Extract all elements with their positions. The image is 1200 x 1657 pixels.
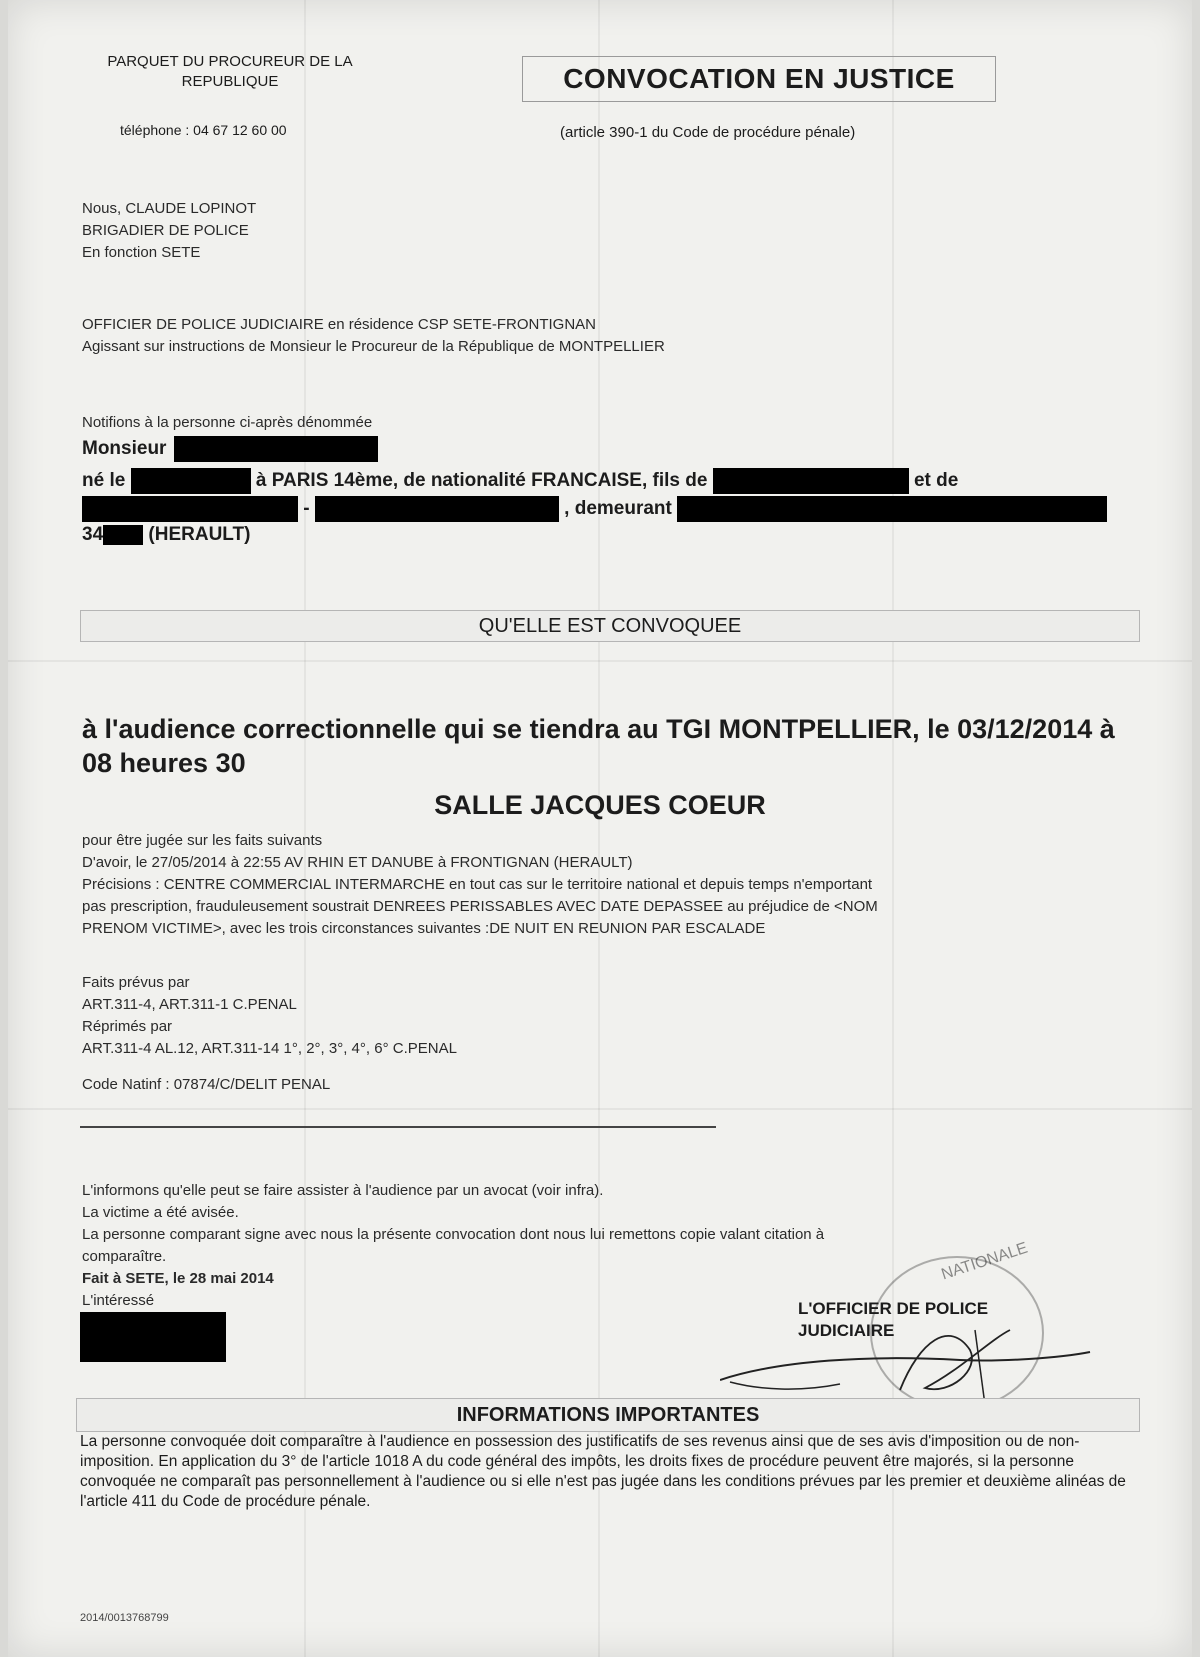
opj-instructions: Agissant sur instructions de Monsieur le Procureur de la République de MONTPELLIER: [82, 338, 665, 355]
born-prefix: né le: [82, 470, 126, 492]
footer-reference: 2014/0013768799: [80, 1612, 169, 1624]
redaction-father: [713, 468, 909, 494]
facts-block: [82, 830, 1142, 940]
facts-line-3: pas prescription, frauduleusement soustrait DENREES PERISSABLES AVEC DATE DEPASSEE au préjudice de <NOM: [82, 898, 878, 915]
and-of: et de: [913, 470, 959, 492]
person-birth-line: [82, 468, 958, 494]
officer-name: Nous, CLAUDE LOPINOT: [82, 200, 257, 217]
interested-label: L'intéressé: [82, 1292, 155, 1309]
redaction-mother-name: [315, 496, 559, 522]
info-title: INFORMATIONS IMPORTANTES: [76, 1398, 1140, 1432]
provided-value: ART.311-4, ART.311-1 C.PENAL: [82, 996, 297, 1013]
notice-line-3: La personne comparant signe avec nous la présente convocation dont nous lui remettons copie valant citation à: [82, 1226, 825, 1243]
redaction-address: [677, 496, 1107, 522]
facts-line-2: Précisions : CENTRE COMMERCIAL INTERMARCHE en tout cas sur le territoire national et depuis temps n'emportant: [82, 876, 873, 893]
redaction-birthdate: [131, 468, 251, 494]
facts-line-1: D'avoir, le 27/05/2014 à 22:55 AV RHIN ET DANUBE à FRONTIGNAN (HERAULT): [82, 854, 633, 871]
parquet-header: PARQUET DU PROCUREUR DE LA REPUBLIQUE: [107, 53, 353, 90]
telephone: téléphone : 04 67 12 60 00: [120, 122, 287, 138]
document-title: CONVOCATION EN JUSTICE: [522, 56, 996, 102]
natinf-code: Code Natinf : 07874/C/DELIT PENAL: [82, 1076, 331, 1093]
opj-residence: OFFICIER DE POLICE JUDICIAIRE en résidence CSP SETE-FRONTIGNAN: [82, 316, 596, 333]
punished-value: ART.311-4 AL.12, ART.311-14 1°, 2°, 3°, 4°, 6° C.PENAL: [82, 1040, 457, 1057]
officer-identity: [82, 198, 256, 264]
residing: , demeurant: [564, 498, 672, 520]
person-civility-line: [82, 436, 378, 462]
opj-block: [82, 314, 665, 358]
born-place: à PARIS 14ème, de nationalité FRANCAISE, fils de: [255, 470, 708, 492]
notice-line-1: L'informons qu'elle peut se faire assister à l'audience par un avocat (voir infra).: [82, 1182, 604, 1199]
facts-intro: pour être jugée sur les faits suivants: [82, 832, 323, 849]
redaction-signature: [80, 1312, 226, 1362]
notify-line: Notifions à la personne ci-après dénommée: [82, 414, 373, 431]
provided-label: Faits prévus par: [82, 974, 190, 991]
stamp-text: NATIONALE: [939, 1239, 1030, 1284]
notice-line-4: comparaître.: [82, 1248, 167, 1265]
article-reference: (article 390-1 du Code de procédure pénale): [560, 124, 856, 141]
hearing-room: SALLE JACQUES COEUR: [434, 790, 766, 820]
legal-block: [82, 972, 457, 1096]
facts-line-4: PRENOM VICTIME>, avec les trois circonstances suivantes :DE NUIT EN REUNION PAR ESCALADE: [82, 920, 766, 937]
hearing-details: à l'audience correctionnelle qui se tiendra au TGI MONTPELLIER, le 03/12/2014 à 08 heures 30: [82, 714, 1115, 778]
officer-signature-line-1: L'OFFICIER DE POLICE: [798, 1299, 989, 1318]
officer-post: En fonction SETE: [82, 244, 201, 261]
done-at: Fait à SETE, le 28 mai 2014: [82, 1270, 274, 1287]
convoked-banner: QU'ELLE EST CONVOQUEE: [80, 610, 1140, 642]
redaction-postcode: [103, 525, 143, 545]
separator-line: [80, 1126, 716, 1128]
officer-signature-line-2: JUDICIAIRE: [798, 1321, 895, 1340]
department: (HERAULT): [148, 524, 251, 545]
person-postcode-line: [82, 524, 250, 546]
redaction-mother: [82, 496, 298, 522]
postcode-prefix: 34: [82, 524, 104, 545]
officer-rank: BRIGADIER DE POLICE: [82, 222, 249, 239]
info-body: La personne convoquée doit comparaître à l'audience en possession des justificatifs de ses revenus ainsi que de ses avis d'imposition ou de non-imposition. En application du 3° de l'article 1018 A du code général des impôts, les droits fixes de procédure peuvent être majorés, si la personne convoquée ne comparaît pas personnellement à l'audience ou si elle n'est pas jugée dans les conditions prévues par les premier et deuxième alinéas de l'article 411 du Code de procédure pénale.: [80, 1433, 1126, 1510]
punished-label: Réprimés par: [82, 1018, 173, 1035]
dash: -: [303, 498, 310, 520]
civility: Monsieur: [82, 438, 167, 460]
redaction-name: [174, 436, 378, 462]
person-address-line: [82, 496, 1107, 522]
notice-line-2: La victime a été avisée.: [82, 1204, 239, 1221]
